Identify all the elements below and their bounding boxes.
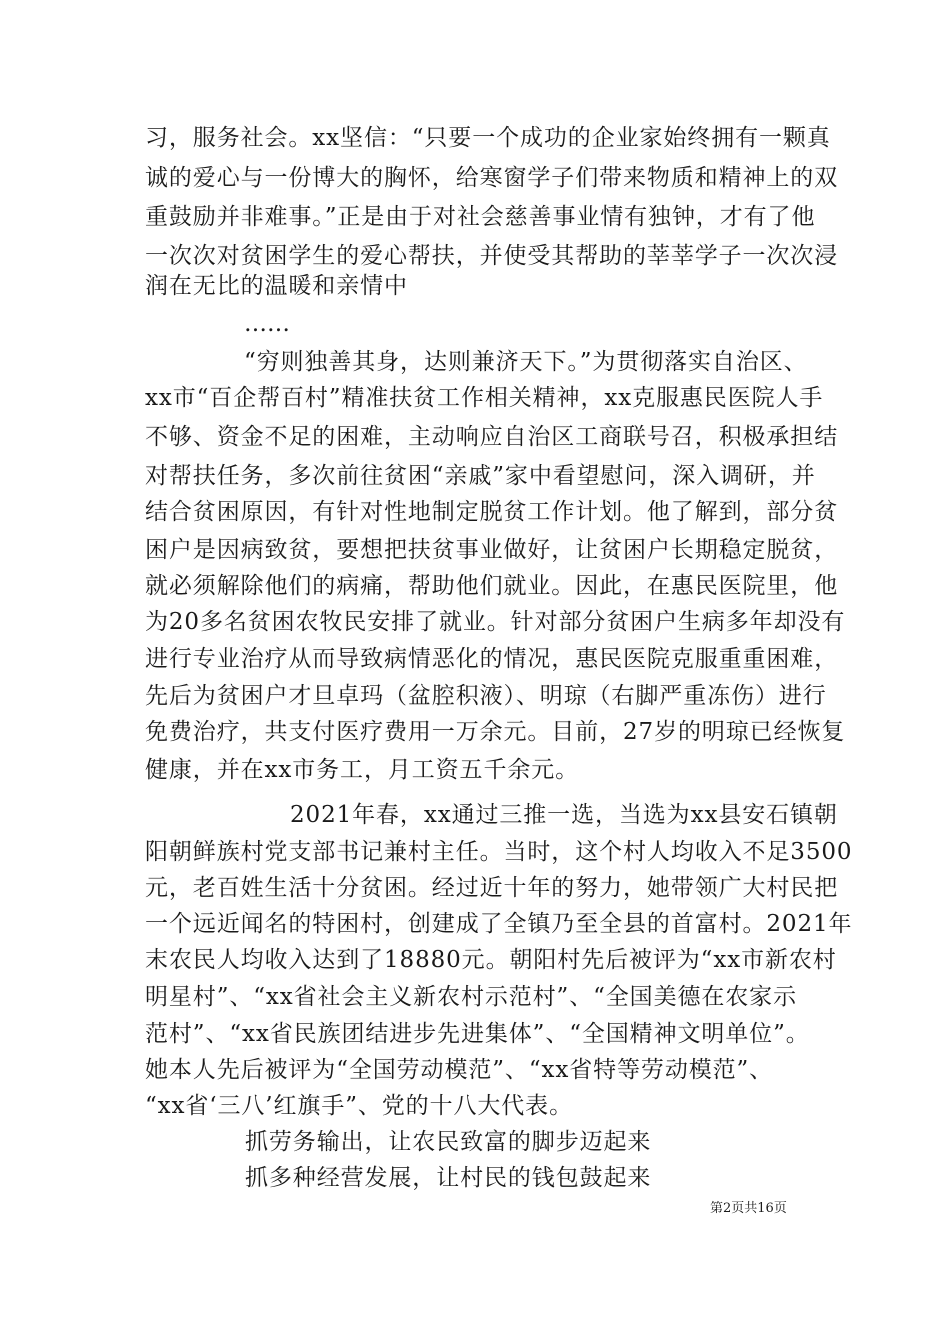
text-line: 她本人先后被评为“全国劳动模范”、“xx省特等劳动模范”、	[145, 1057, 774, 1083]
text-line: 习，服务社会。xx坚信：“只要一个成功的企业家始终拥有一颗真	[145, 125, 831, 151]
text-line: 就必须解除他们的病痛，帮助他们就业。因此，在惠民医院里，他	[145, 573, 839, 599]
text-line: 对帮扶任务，多次前往贫困“亲戚”家中看望慰问，深入调研，并	[145, 463, 816, 489]
text-line: 润在无比的温暖和亲情中	[145, 273, 408, 299]
text-line: 重鼓励并非难事。”正是由于对社会慈善事业情有独钟，才有了他	[145, 204, 816, 230]
text-line: xx市“百企帮百村”精准扶贫工作相关精神，xx克服惠民医院人手	[145, 385, 824, 411]
text-line: 末农民人均收入达到了18880元。朝阳村先后被评为“xx市新农村	[145, 947, 837, 973]
text-line: 不够、资金不足的困难，主动响应自治区工商联号召，积极承担结	[145, 424, 839, 450]
text-line: 阳朝鲜族村党支部书记兼村主任。当时，这个村人均收入不足3500	[145, 839, 853, 865]
text-line: “穷则独善其身，达则兼济天下。”为贯彻落实自治区、	[244, 349, 808, 375]
text-line: 免费治疗，共支付医疗费用一万余元。目前，27岁的明琼已经恢复	[145, 719, 846, 745]
text-line: 一次次对贫困学生的爱心帮扶，并使受其帮助的莘莘学子一次次浸	[145, 243, 839, 269]
section-heading: 抓多种经营发展，让村民的钱包鼓起来	[245, 1165, 652, 1191]
text-line: 进行专业治疗从而导致病情恶化的情况，惠民医院克服重重困难，	[145, 646, 839, 672]
text-line: 结合贫困原因，有针对性地制定脱贫工作计划。他了解到，部分贫	[145, 499, 839, 525]
text-line: 2021年春，xx通过三推一选，当选为xx县安石镇朝	[290, 802, 838, 828]
text-line: 范村”、“xx省民族团结进步先进集体”、“全国精神文明单位”。	[145, 1021, 810, 1047]
text-line: 困户是因病致贫，要想把扶贫事业做好，让贫困户长期稳定脱贫，	[145, 537, 839, 563]
text-line: 明星村”、“xx省社会主义新农村示范村”、“全国美德在农家示	[145, 984, 797, 1010]
text-line: 为20多名贫困农牧民安排了就业。针对部分贫困户生病多年却没有	[145, 609, 846, 635]
text-line: “xx省‘三八’红旗手”、党的十八大代表。	[145, 1093, 573, 1119]
text-line: 元，老百姓生活十分贫困。经过近十年的努力，她带领广大村民把	[145, 875, 839, 901]
text-line: 一个远近闻名的特困村，创建成了全镇乃至全县的首富村。2021年	[145, 911, 853, 937]
ellipsis: ……	[244, 311, 290, 337]
text-line: 诚的爱心与一份博大的胸怀，给寒窗学子们带来物质和精神上的双	[145, 165, 839, 191]
section-heading: 抓劳务输出，让农民致富的脚步迈起来	[245, 1129, 652, 1155]
page-number: 第2页共16页	[710, 1201, 787, 1216]
text-line: 先后为贫困户才旦卓玛（盆腔积液）、明琼（右脚严重冻伤）进行	[145, 683, 827, 709]
text-line: 健康，并在xx市务工，月工资五千余元。	[145, 757, 580, 783]
